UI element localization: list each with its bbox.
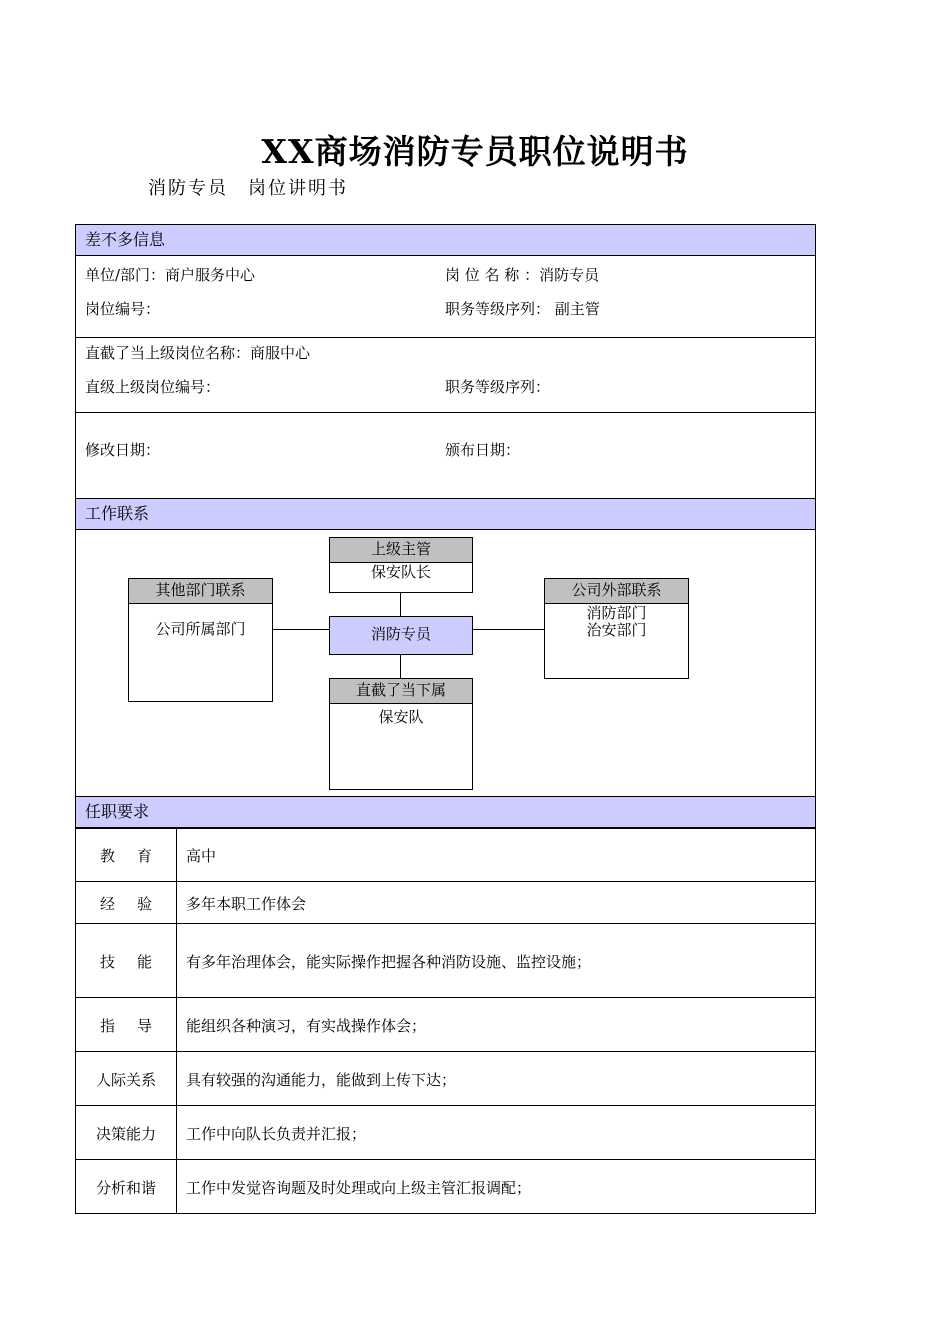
org-box-other-dept-body: 公司所属部门 — [155, 620, 246, 638]
req-label: 经验 — [99, 894, 174, 913]
req-value: 多年本职工作体会 — [186, 894, 307, 913]
org-box-other-dept — [128, 578, 273, 702]
org-box-center: 消防专员 — [329, 616, 473, 655]
req-value: 具有较强的沟通能力，能做到上传下达； — [186, 1070, 457, 1089]
job-description-form — [75, 224, 816, 1214]
table-row — [76, 1051, 815, 1106]
issue-date-field: 颁布日期： — [445, 441, 521, 459]
req-value: 能组织各种演习，有实战操作体会； — [186, 1016, 427, 1035]
subtitle-position: 消防专员 — [148, 178, 228, 199]
org-box-external-head: 公司外部联系 — [545, 579, 688, 604]
section-basic-info-heading: 差不多信息 — [76, 225, 815, 256]
req-label: 人际关系 — [95, 1070, 156, 1089]
table-row — [76, 997, 815, 1052]
org-box-superior-body: 保安队长 — [370, 563, 431, 581]
org-box-external-line1: 消防部门 — [586, 604, 647, 622]
position-name-field: 岗 位 名 称 ：消防专员 — [445, 266, 600, 284]
org-box-external-line2: 治安部门 — [586, 621, 647, 639]
req-label: 分析和谐 — [95, 1178, 156, 1197]
org-box-superior-head: 上级主管 — [330, 538, 472, 563]
grade-series-field: 职务等级序列： 副主管 — [445, 300, 600, 318]
table-row — [76, 828, 815, 882]
divider — [76, 412, 815, 413]
table-row — [76, 881, 815, 924]
req-label: 教育 — [99, 847, 174, 865]
req-label: 技能 — [99, 952, 174, 971]
req-value: 高中 — [186, 847, 217, 865]
position-no-field: 岗位编号： — [85, 300, 161, 318]
table-row — [76, 1159, 815, 1214]
superior-name-field: 直截了当上级岗位名称：商服中心 — [85, 344, 311, 362]
req-value: 工作中向队长负责并汇报； — [186, 1124, 367, 1143]
section-requirements-heading: 任职要求 — [76, 797, 815, 828]
connector-line — [272, 629, 329, 630]
connector-line — [400, 592, 401, 616]
org-box-subordinate — [329, 678, 473, 790]
table-row — [76, 923, 815, 998]
org-box-subordinate-head: 直截了当下属 — [330, 679, 472, 704]
superior-grade-field: 职务等级序列： — [445, 378, 551, 396]
req-label: 决策能力 — [95, 1124, 156, 1143]
connector-line — [400, 654, 401, 678]
req-value: 工作中发觉咨询题及时处理或向上级主管汇报调配； — [186, 1178, 532, 1197]
revise-date-field: 修改日期： — [85, 441, 161, 459]
connector-line — [472, 629, 544, 630]
org-box-subordinate-body: 保安队 — [378, 708, 424, 726]
page-subtitle — [148, 174, 348, 200]
org-box-superior — [329, 537, 473, 593]
req-value: 有多年治理体会，能实际操作把握各种消防设施、监控设施； — [186, 952, 592, 971]
org-box-other-dept-head: 其他部门联系 — [129, 579, 272, 604]
section-work-relations-heading: 工作联系 — [76, 499, 815, 530]
req-label: 指导 — [99, 1016, 174, 1035]
subtitle-doc-type: 岗位讲明书 — [248, 178, 348, 199]
unit-dept-field: 单位/部门：商户服务中心 — [85, 266, 256, 284]
table-row — [76, 1105, 815, 1160]
superior-no-field: 直级上级岗位编号： — [85, 378, 221, 396]
divider — [76, 337, 815, 338]
org-box-external — [544, 578, 689, 679]
page-title: XX商场消防专员职位说明书 — [261, 132, 689, 171]
